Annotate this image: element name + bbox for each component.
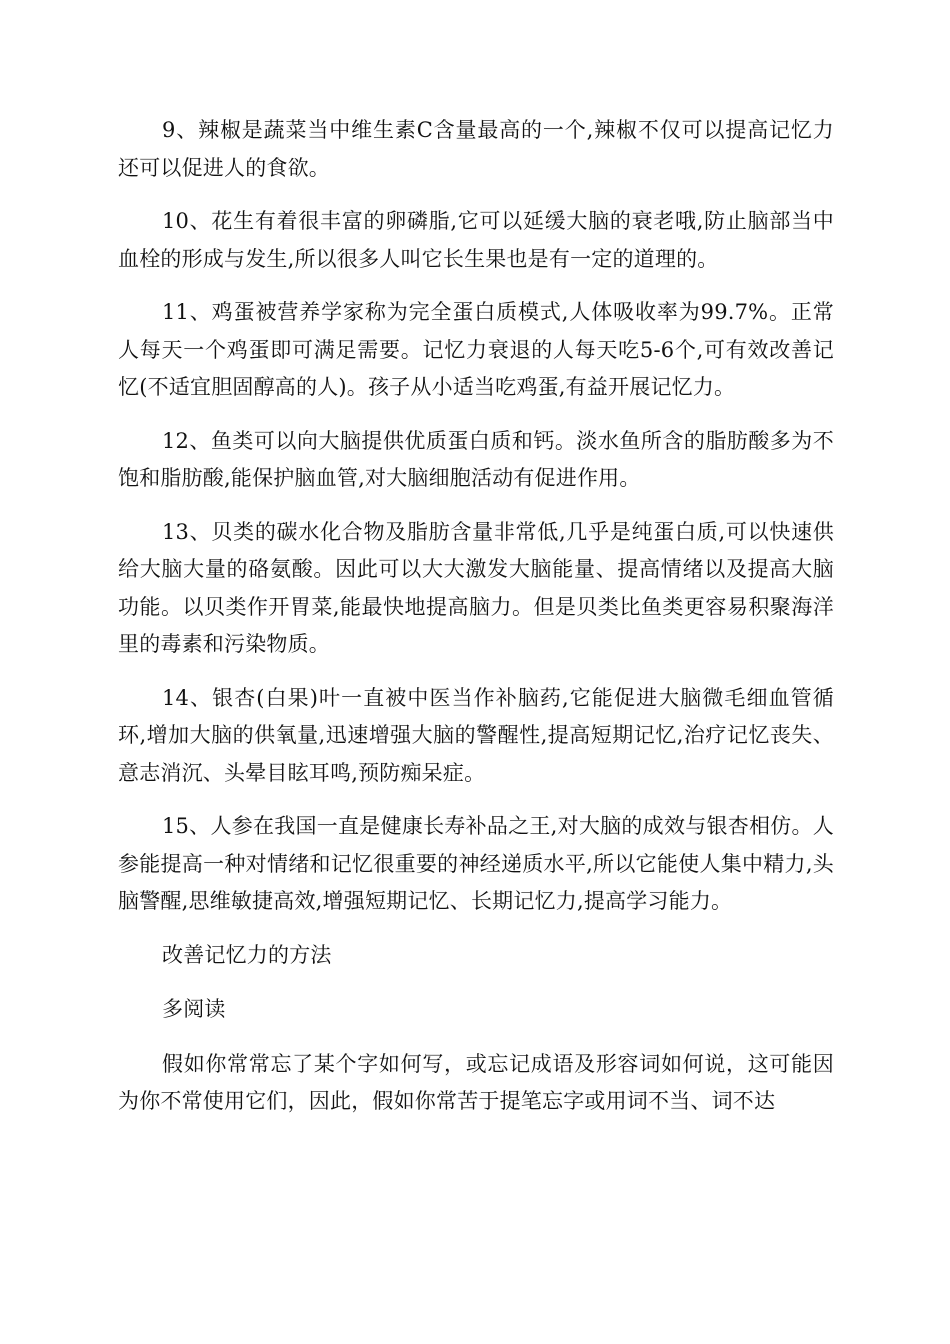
paragraph-chili: 9、辣椒是蔬菜当中维生素C含量最高的一个,辣椒不仅可以提高记忆力还可以促进人的食欲。 (118, 118, 834, 180)
paragraph-egg: 11、鸡蛋被营养学家称为完全蛋白质模式,人体吸收率为99.7%。正常人每天一个鸡蛋即可满足需要。记忆力衰退的人每天吃5-6个,可有效改善记忆(不适宜胆固醇高的人)。孩子从小适当吃鸡蛋,有益开展记忆力。 (118, 300, 834, 399)
paragraph-fish: 12、鱼类可以向大脑提供优质蛋白质和钙。淡水鱼所含的脂肪酸多为不饱和脂肪酸,能保护脑血管,对大脑细胞活动有促进作用。 (118, 428, 834, 490)
paragraph-shellfish: 13、贝类的碳水化合物及脂肪含量非常低,几乎是纯蛋白质,可以快速供给大脑大量的硌氨酸。因此可以大大激发大脑能量、提高情绪以及提高大脑功能。以贝类作开胃菜,能最快地提高脑力。但是贝类比鱼类更容易积聚海洋里的毒素和污染物质。 (118, 519, 834, 656)
document-body (118, 112, 834, 1137)
subheading-read-more: 多阅读 (162, 997, 226, 1021)
paragraph-ginkgo: 14、银杏(白果)叶一直被中医当作补脑药,它能促进大脑微毛细血管循环,增加大脑的供氧量,迅速增强大脑的警醒性,提高短期记忆,治疗记忆丧失、意志消沉、头晕目眩耳鸣,预防痴呆症。 (118, 685, 834, 785)
section-heading-methods: 改善记忆力的方法 (162, 942, 332, 967)
paragraph-peanut: 10、花生有着很丰富的卵磷脂,它可以延缓大脑的衰老哦,防止脑部当中血栓的形成与发生,所以很多人叫它长生果也是有一定的道理的。 (118, 209, 834, 271)
paragraph-reading: 假如你常常忘了某个字如何写，或忘记成语及形容词如何说，这可能因为你不常使用它们，因此，假如你常苦于提笔忘字或用词不当、词不达 (118, 1051, 834, 1113)
paragraph-ginseng: 15、人参在我国一直是健康长寿补品之王,对大脑的成效与银杏相仿。人参能提高一种对情绪和记忆很重要的神经递质水平,所以它能使人集中精力,头脑警醒,思维敏捷高效,增强短期记忆、长期记忆力,提高学习能力。 (118, 814, 834, 913)
